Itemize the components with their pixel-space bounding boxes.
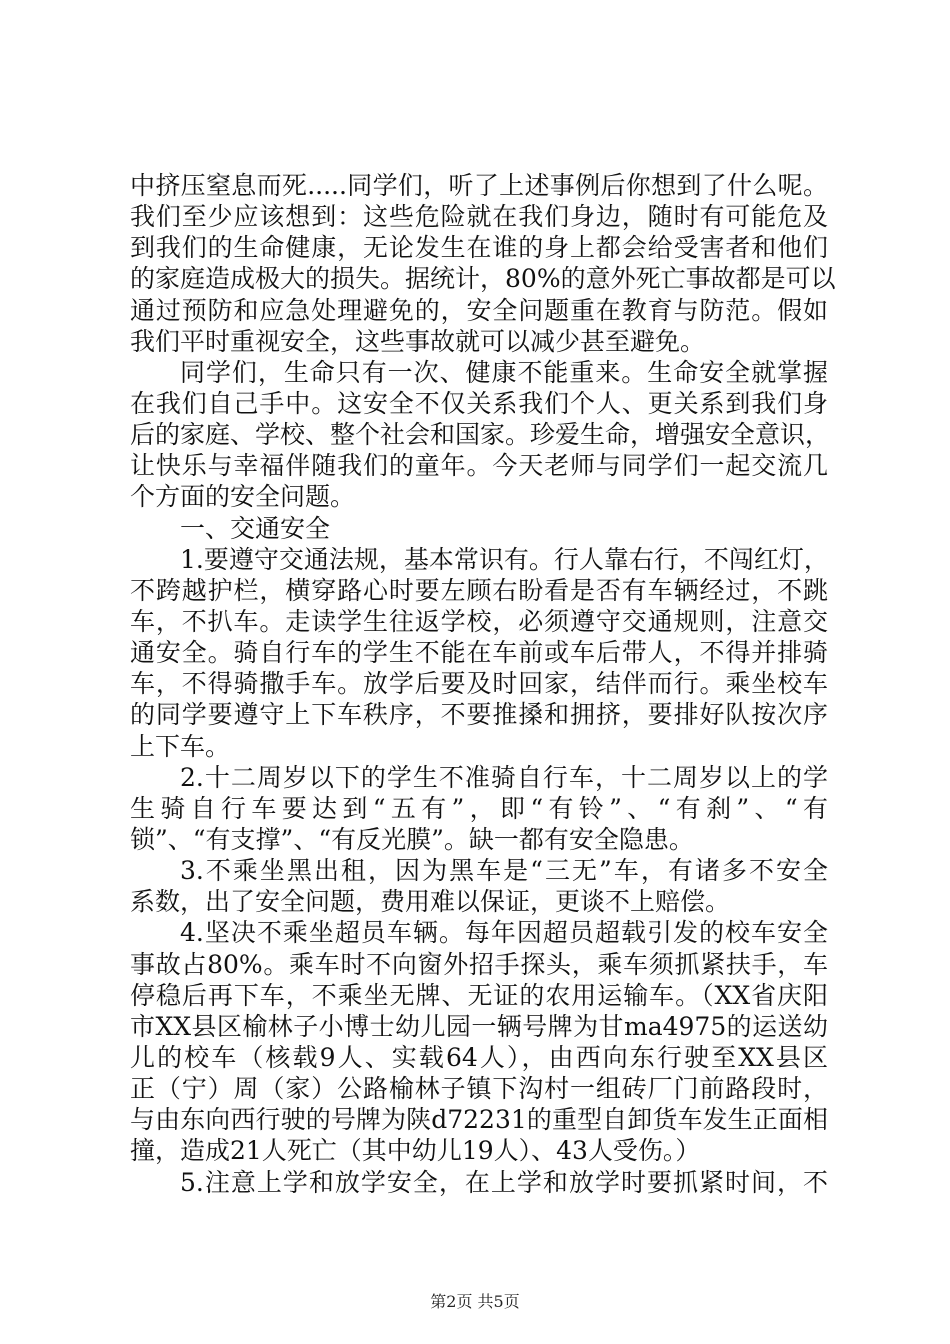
text-line: 个方面的安全问题。 [130, 482, 356, 512]
text-line: 上下车。 [130, 731, 231, 761]
text-line: 后的家庭、学校、整个社会和国家。珍爱生命，增强安全意识， [130, 420, 831, 450]
text-line: 在我们自己手中。这安全不仅关系我们个人、更关系到我们身 [130, 388, 828, 418]
text-line: 通安全。骑自行车的学生不能在车前或车后带人，不得并排骑 [130, 638, 828, 668]
text-line: 停稳后再下车，不乘坐无牌、无证的农用运输车。（XX省庆阳 [130, 980, 828, 1010]
text-line: 3.不乘坐黑出租，因为黑车是“三无”车，有诸多不安全 [180, 856, 828, 886]
text-line: 不跨越护栏，横穿路心时要左顾右盼看是否有车辆经过，不跳 [130, 575, 828, 605]
text-line: 车，不扒车。走读学生往返学校，必须遵守交通规则，注意交 [130, 606, 828, 636]
text-line: 儿的校车（核载9人、实载64人），由西向东行驶至XX县区 [130, 1042, 828, 1072]
text-line: 中挤压窒息而死.....同学们，听了上述事例后你想到了什么呢。 [130, 171, 828, 200]
text-line: 2.十二周岁以下的学生不准骑自行车，十二周岁以上的学 [180, 762, 828, 792]
text-line: 的家庭造成极大的损失。据统计，80%的意外死亡事故都是可以 [130, 264, 836, 294]
text-line: 生骑自行车要达到“五有”，即“有铃”、“有刹”、“有 [130, 793, 828, 823]
page-number-footer: 第2页 共5页 [430, 1292, 520, 1311]
text-line: 撞，造成21人死亡（其中幼儿19人）、43人受伤。） [130, 1136, 701, 1166]
text-line: 到我们的生命健康，无论发生在谁的身上都会给受害者和他们 [130, 233, 828, 263]
text-line: 我们平时重视安全，这些事故就可以减少甚至避免。 [130, 326, 706, 356]
text-line: 4.坚决不乘坐超员车辆。每年因超员超载引发的校车安全 [180, 918, 828, 948]
text-line: 与由东向西行驶的号牌为陕d72231的重型自卸货车发生正面相 [130, 1105, 828, 1135]
text-line: 的同学要遵守上下车秩序，不要推搡和拥挤，要排好队按次序 [130, 700, 828, 730]
text-line: 1.要遵守交通法规，基本常识有。行人靠右行，不闯红灯， [180, 544, 829, 574]
text-line: 系数，出了安全问题，费用难以保证，更谈不上赔偿。 [130, 887, 731, 917]
body-text [130, 170, 836, 1198]
text-line: 锁”、“有支撑”、“有反光膜”。缺一都有安全隐患。 [130, 824, 694, 854]
text-line: 通过预防和应急处理避免的，安全问题重在教育与防范。假如 [130, 295, 828, 325]
text-line: 我们至少应该想到：这些危险就在我们身边，随时有可能危及 [130, 202, 828, 232]
section-heading: 一、交通安全 [180, 513, 331, 543]
text-line: 正（宁）周（家）公路榆林子镇下沟村一组砖厂门前路段时， [130, 1074, 828, 1104]
text-line: 车，不得骑撒手车。放学后要及时回家，结伴而行。乘坐校车 [130, 669, 828, 699]
text-line: 事故占80%。乘车时不向窗外招手探头，乘车须抓紧扶手，车 [130, 949, 828, 979]
text-line: 市XX县区榆林子小博士幼儿园一辆号牌为甘ma4975的运送幼 [130, 1011, 828, 1041]
text-line: 让快乐与幸福伴随我们的童年。今天老师与同学们一起交流几 [130, 451, 828, 481]
text-line: 同学们，生命只有一次、健康不能重来。生命安全就掌握 [180, 357, 828, 387]
text-line: 5.注意上学和放学安全，在上学和放学时要抓紧时间，不 [180, 1167, 828, 1197]
